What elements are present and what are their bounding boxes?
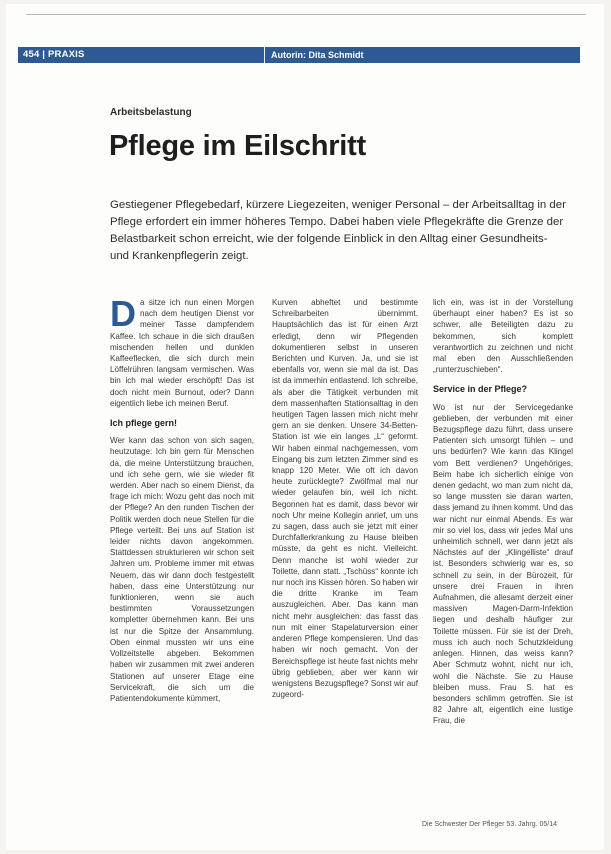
header-bar <box>18 47 580 63</box>
body-paragraph-3: lich ein, was ist in der Vorstellung überhaupt einer haben? Es ist so schwer, alle Beteiligten dazu zu bekommen, sich komplett verantwortlich zu zeichnen und nicht mal eben den Ausschließenden „runterzuschieben“. <box>433 298 573 375</box>
header-divider <box>264 47 265 63</box>
subheading-service: Service in der Pflege? <box>433 384 528 395</box>
body-paragraph-2: Kurven abheftet und bestimmte Schreibarbeiten übernimmt. Hauptsächlich das ist für einen Arzt erledigt, denn wir Pflegenden dokumentieren selbst in unseren Berichten und Kurven. Ja, und sie ist ebenfalls vor, wenn sie mal da ist. Das ist da immerhin entlastend. Ich schreibe, als aber die Tätigkeit verbunden mit dem massenhaften Stationsalltag in den heutigen Tagen lassen mich nicht mehr gern an sie denken. Unsere 34-Betten-Station ist wie ein langes „L“ geformt. Wir haben einmal nachgemessen, vom Eingang bis zum letzten Zimmer sind es knapp 120 Meter. Wie oft ich davon heute zurücklegte? Zwölfmal mal nur wieder gelaufen bin, weil ich nicht. Begonnen hat es damit, dass bevor wir noch Uhr meine Kollegin anrief, um uns zu sagen, dass auch sie jetzt mit einer Durchfallerkrankung zu Hause bleiben müsste, da geht es nicht. Vielleicht. Denn manche ist wohl wieder zur Toilette, dann statt. „Tschüss“ konnte ich nur noch ins Kissen hören. So haben wir die dritte Kranke im Team auszugleichen. Aber. Das kann man nicht mehr ausgleichen: das fasst das nun mit einer Stapelaturversion einer anderen Pflege kompensieren. Und das haben wir noch gemacht. Von der Bereichspflege ist heute fast nichts mehr übrig geblieben, aber wer kann wir wenigstens Bezugspflege? Sonst wir auf zugeord- <box>272 298 418 700</box>
section-label: 454 | PRAXIS <box>23 49 85 60</box>
article-title: Pflege im Eilschritt <box>109 130 367 162</box>
text-column-1 <box>110 293 254 704</box>
article-lead: Gestiegener Pflegebedarf, kürzere Liegezeiten, weniger Personal – der Arbeitsalltag in der Pflege erfordert ein immer höheres Tempo. Dabei haben viele Pflegekräfte die Grenze der Belastbarkeit schon erreicht, wie der folgende Einblick in den Alltag einer Gesundheits- und Krankenpflegerin zeigt. <box>110 199 566 262</box>
body-paragraph-1: Wer kann das schon von sich sagen, heutzutage: Ich bin gern für Menschen da, die meine Unterstützung brauchen, und ich sehe gern, wie sie wieder fit werden. Aber nach so einem Dienst, da frage ich mich: Wozu geht das noch mit der Pflege? An den runden Tischen der Politik werden doch neue Stellen für die Pflege verteilt. Bei uns auf Station ist leider nichts davon angekommen. Stattdessen strukturieren wir schon seit Jahren um. Probleme immer mit etwas Neuem, das wir dann doch festgestellt haben, dass eine Unterstützung nur funktionieren, wenn sie auch bestimmten Voraussetzungen kompletter übernehmen kann. Bei uns ist nur die Spitze der Ansammlung. Oben einmal mussten wir uns eine Vollzeitstelle abgeben. Bekommen haben wir zusammen mit zwei anderen Stationen auf unserer Etage eine Servicekraft, die sich um die Patientendokumente kümmert, <box>110 436 254 703</box>
body-paragraph-4: Wo ist nur der Servicegedanke geblieben, der verbunden mit einer Bezugspflege dazu führt, dass unsere Patienten sich umsorgt fühlen – und uns bedürfen? Wie kann das Klingel vom Bett verdienen? Ungehöriges, Beim habe ich sicherlich einige von denen gedacht, wo man zum nicht da, so lange mussten sie daran warten, dass jemand zu ihnen kommt. Und das war nicht nur einmal Abends. Es war mir so viel los, dass wir jedes Mal uns unheimlich schnell, wer dann jetzt als Nächstes auf der „Klingelliste“ drauf ist. Besonders schwierig war es, so schnell zu sein, in der Bürozeit, für unsere drei Frauen in ihren Aufnahmen, die allesamt derzeit einer massiven Magen-Darm-Infektion liegen und deshalb häufiger zur Toilette müssen. Für sie ist der Dreh, muss ich auch noch Schutzkleidung anlegen. Hinnen, das weiss kann? Aber Schmutz wohnt, nicht nur ich, wohl die Nächste. Sie zu Hause bleiben muss. Frau S. hat es besonders schlimm getroffen. Sie ist 82 Jahre alt, eigentlich eine lustige Frau, die <box>433 402 573 726</box>
subheading-pflege-gern: Ich pflege gern! <box>110 418 178 429</box>
document-page <box>6 4 604 850</box>
top-rule <box>26 14 586 15</box>
intro-paragraph: a sitze ich nun einen Morgen nach dem heutigen Dienst vor meiner Tasse dampfendem Kaffee. Ich schaue in die sich draußen mischenden hellen und dunklen Kaffeeflecken, die sich durch mein Löffelrühren langsam vermischen. Was bin ich mal wieder erschöpft! Das ist doch nicht mein Burnout, oder? Dann eigentlich liebe ich meinen Beruf. <box>110 298 254 408</box>
drop-cap: D <box>110 293 136 334</box>
author-label: Autorin: Dita Schmidt <box>271 50 364 60</box>
text-column-3 <box>433 297 573 727</box>
page-footer: Die Schwester Der Pfleger 53. Jahrg. 05/14 <box>422 821 558 828</box>
article-kicker: Arbeitsbelastung <box>110 107 192 118</box>
text-column-2 <box>272 297 418 700</box>
